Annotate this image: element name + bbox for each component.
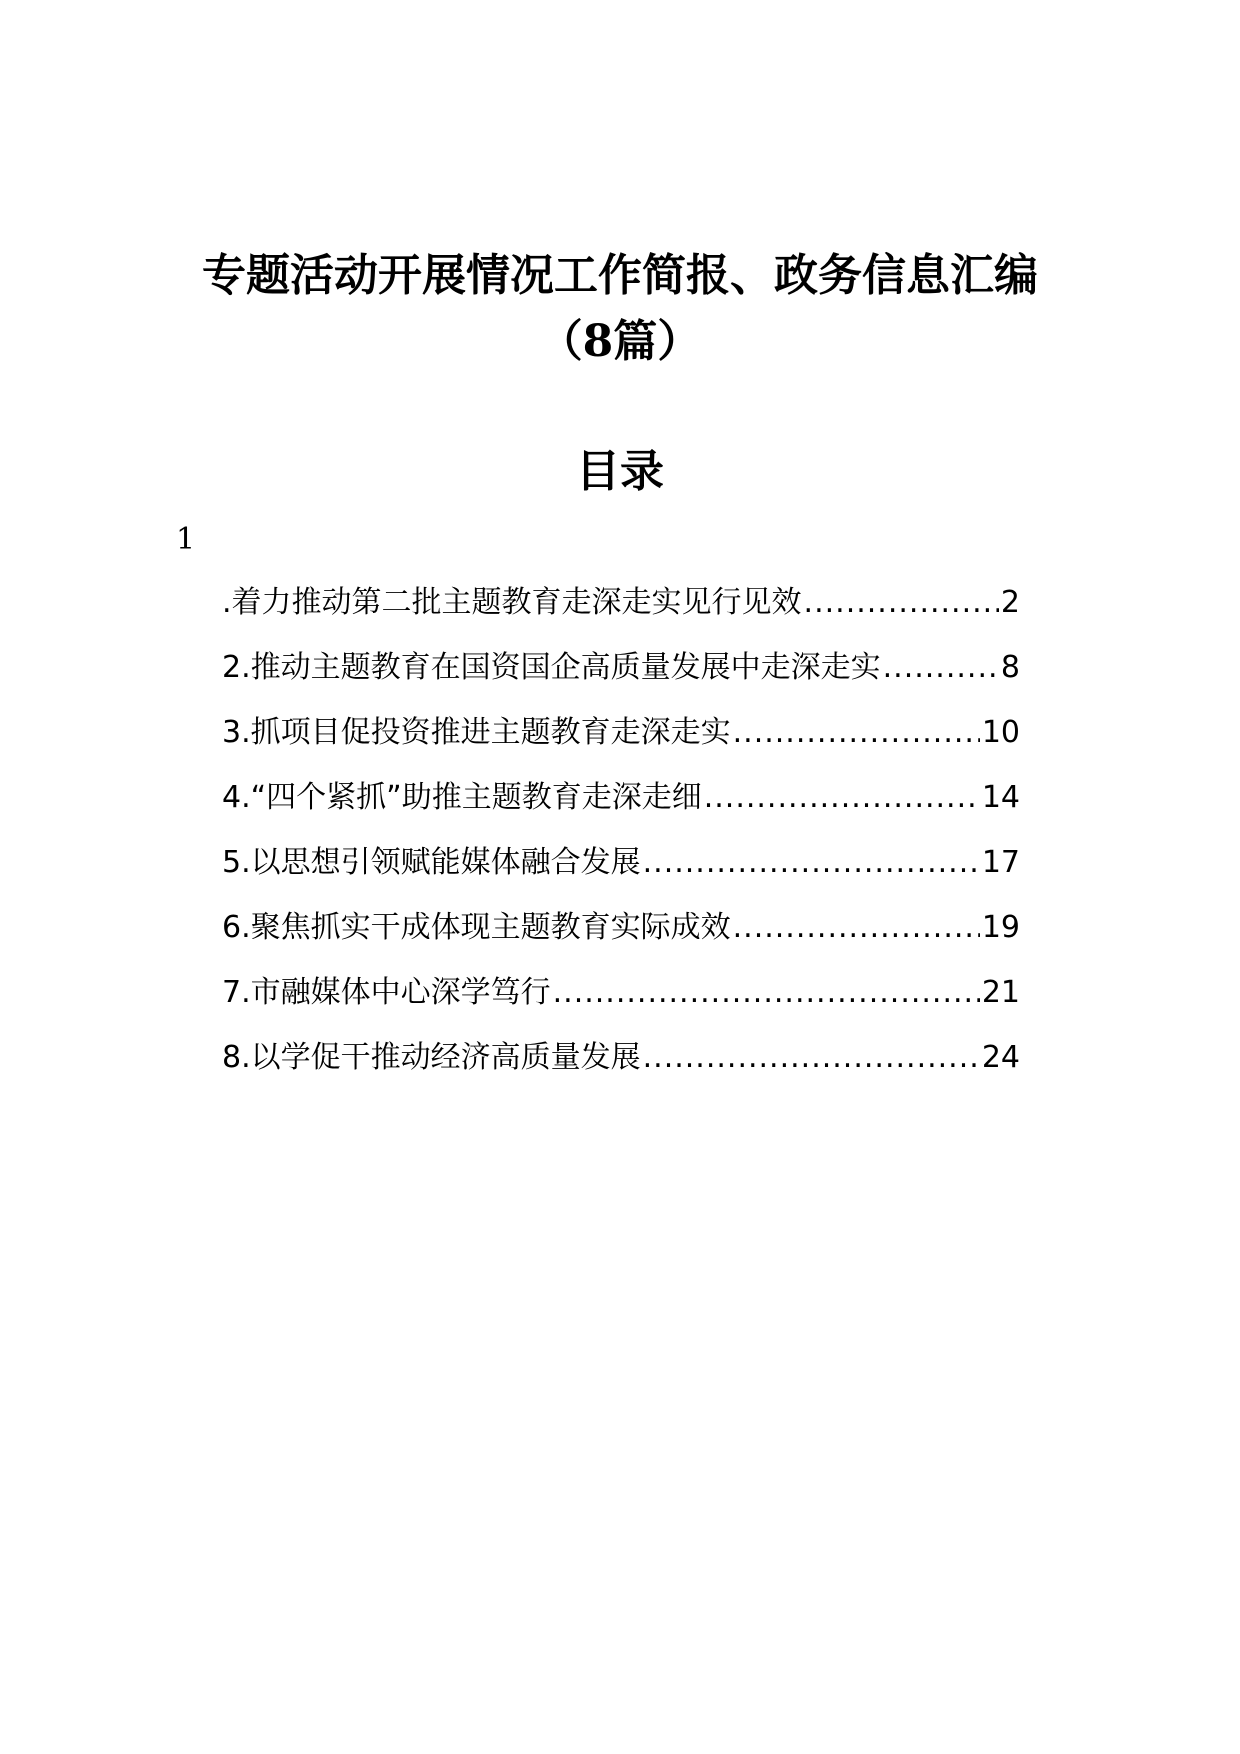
toc-item-page: 2 [1000, 585, 1020, 620]
toc-item-label: 7.市融媒体中心深学笃行 [222, 975, 551, 1010]
toc-item-leader [643, 843, 980, 883]
toc-item[interactable] [222, 713, 1020, 778]
toc-heading: 目录 [576, 446, 664, 497]
toc-item[interactable] [222, 648, 1020, 713]
toc-item-leader [733, 713, 980, 753]
document-title-line2: （8篇） [538, 316, 702, 367]
toc-item-label: 4.“四个紧抓”助推主题教育走深走细 [222, 780, 702, 815]
toc-item-page: 21 [981, 975, 1020, 1010]
toc-item-page: 24 [981, 1040, 1020, 1075]
toc-item-page: 17 [981, 845, 1020, 880]
toc-item[interactable] [222, 973, 1020, 1038]
table-of-contents [222, 583, 1020, 1103]
toc-item-label: 5.以思想引领赋能媒体融合发展 [222, 845, 641, 880]
document-title-line1: 专题活动开展情况工作简报、政务信息汇编 [202, 250, 1038, 301]
toc-item-label: .着力推动第二批主题教育走深走实见行见效 [222, 585, 802, 620]
toc-item[interactable] [222, 843, 1020, 908]
toc-item[interactable] [222, 583, 1020, 648]
toc-marker: 1 [176, 522, 196, 557]
toc-item-label: 6.聚焦抓实干成体现主题教育实际成效 [222, 910, 731, 945]
toc-item-page: 8 [1000, 650, 1020, 685]
toc-item-label: 3.抓项目促投资推进主题教育走深走实 [222, 715, 731, 750]
toc-item[interactable] [222, 1038, 1020, 1103]
toc-item-leader [643, 1038, 980, 1078]
toc-item-leader [883, 648, 999, 688]
toc-item-leader [553, 973, 980, 1013]
toc-item-label: 8.以学促干推动经济高质量发展 [222, 1040, 641, 1075]
toc-item-leader [704, 778, 980, 818]
toc-item-label: 2.推动主题教育在国资国企高质量发展中走深走实 [222, 650, 881, 685]
toc-item-page: 10 [981, 715, 1020, 750]
toc-item-page: 19 [981, 910, 1020, 945]
toc-item-leader [804, 583, 999, 623]
toc-item[interactable] [222, 778, 1020, 843]
toc-item-page: 14 [981, 780, 1020, 815]
toc-item-leader [733, 908, 980, 948]
toc-item[interactable] [222, 908, 1020, 973]
